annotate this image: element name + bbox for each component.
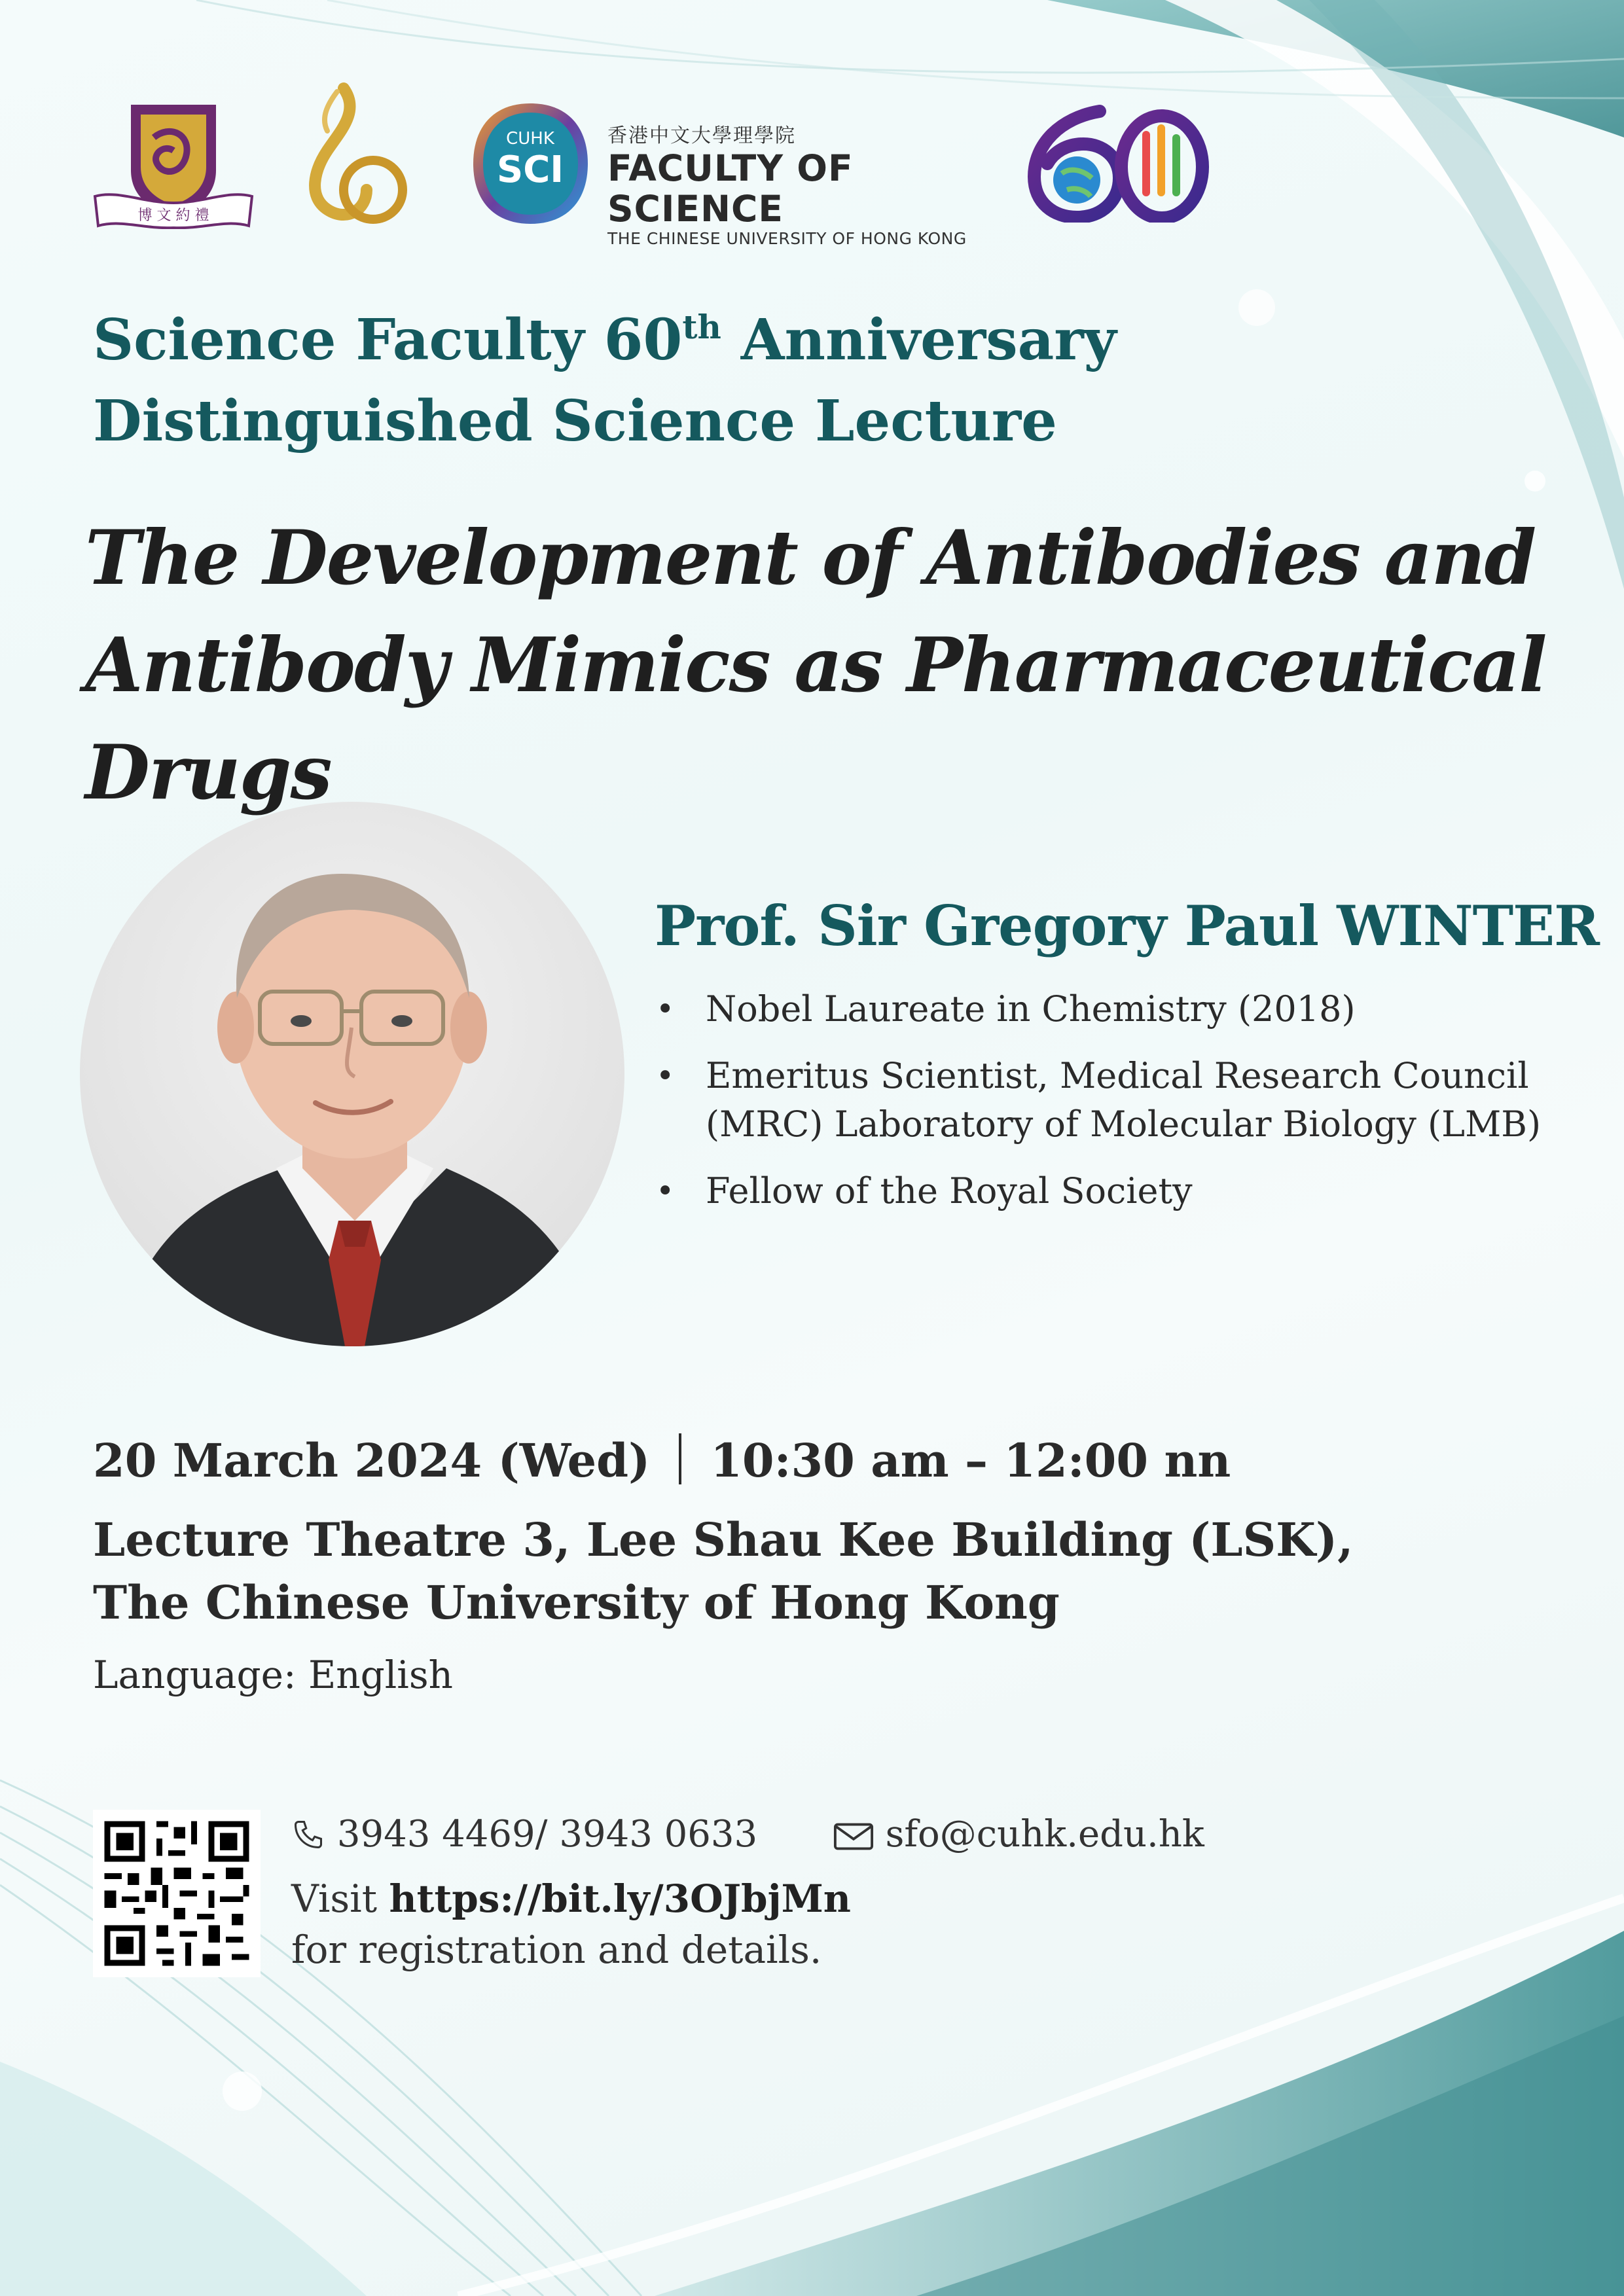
email-icon (833, 1821, 874, 1852)
speaker-name: Prof. Sir Gregory Paul WINTER (655, 893, 1599, 958)
credential-item: • Emeritus Scientist, Medical Research Council (MRC) Laboratory of Molecular Biology (LMB) (655, 1052, 1571, 1149)
speaker-portrait-icon (80, 802, 624, 1346)
credential-item: • Nobel Laureate in Chemistry (2018) (655, 985, 1571, 1033)
faculty-english-name: FACULTY OF SCIENCE (607, 147, 854, 230)
venue-line-1: Lecture Theatre 3, Lee Shau Kee Building (LSK), (93, 1513, 1354, 1567)
event-date: 20 March 2024 (Wed) (93, 1433, 651, 1488)
registration-link[interactable]: https://bit.ly/3OJbjMn (389, 1876, 851, 1921)
registration-qr-code[interactable] (93, 1810, 261, 1977)
sixtieth-anniversary-icon (1021, 105, 1211, 223)
contact-email[interactable]: sfo@cuhk.edu.hk (885, 1813, 1204, 1856)
phoenix-60-icon (281, 79, 412, 229)
event-datetime (93, 1433, 1402, 1488)
phone-icon (291, 1818, 325, 1852)
series-line-1 (93, 300, 1206, 381)
series-line-1-suffix: Anniversary (721, 307, 1117, 373)
cuhk-sci-logo-icon (470, 98, 591, 229)
speaker-photo (80, 802, 624, 1346)
event-time: 10:30 am – 12:00 nn (710, 1433, 1231, 1488)
venue-line-2: The Chinese University of Hong Kong (93, 1575, 1060, 1630)
credential-item: • Fellow of the Royal Society (655, 1167, 1571, 1215)
series-line-1-sup: th (682, 308, 721, 346)
lecture-series-title (93, 300, 1206, 462)
speaker-credentials (655, 985, 1571, 1234)
event-venue (93, 1509, 1402, 1634)
faculty-name-block (607, 119, 987, 248)
lecture-title-line-1: The Development of Antibodies and (85, 514, 1536, 601)
event-language: Language: English (93, 1653, 453, 1697)
lecture-title-line-2: Antibody Mimics as Pharmaceutical Drugs (85, 621, 1546, 816)
qr-code-icon (93, 1810, 261, 1977)
series-line-1-prefix: Science Faculty 60 (93, 307, 683, 373)
sci-badge-main: SCI (496, 149, 564, 191)
registration-info (291, 1873, 1339, 1975)
faculty-chinese-name: 香港中文大學理學院 (607, 124, 796, 147)
contact-line (291, 1813, 1339, 1856)
series-line-2: Distinguished Science Lecture (93, 388, 1057, 454)
visit-suffix: for registration and details. (291, 1928, 822, 1972)
sci-badge-text: CUHK (506, 129, 554, 149)
university-name: THE CHINESE UNIVERSITY OF HONG KONG (607, 229, 967, 248)
datetime-divider (679, 1433, 681, 1484)
contact-phone: 3943 4469/ 3943 0633 (336, 1813, 758, 1856)
svg-text:博 文 約 禮: 博 文 約 禮 (137, 207, 209, 224)
visit-prefix: Visit (291, 1876, 389, 1921)
cuhk-crest-icon (92, 98, 255, 229)
lecture-title (85, 504, 1558, 826)
